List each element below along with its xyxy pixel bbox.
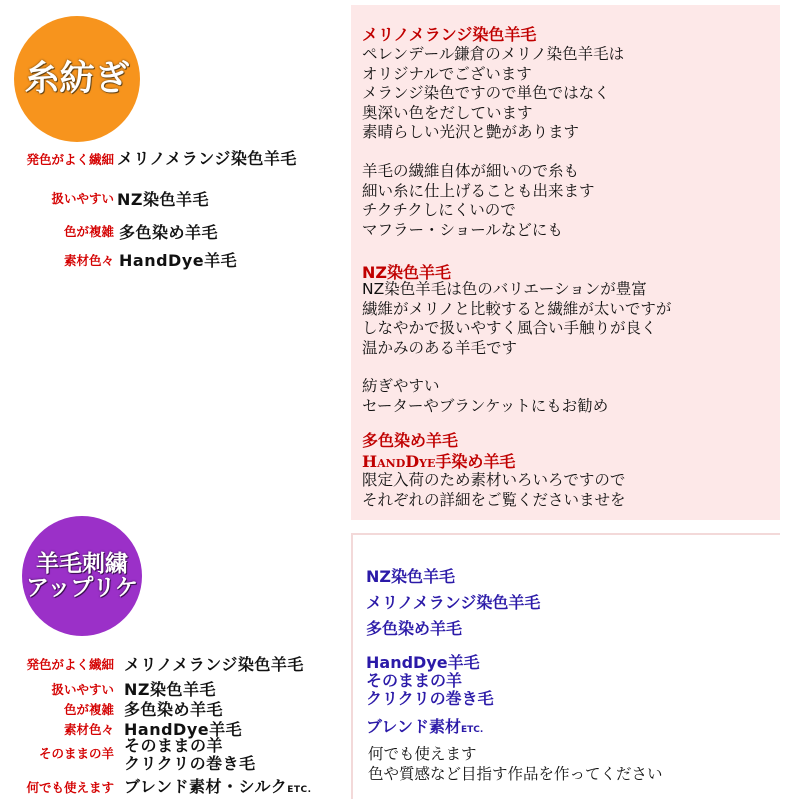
bottom-panel-text: 何でも使えます 色や質感など目指す作品を作ってください	[368, 745, 663, 783]
bottom-value-2: NZ染色羊毛	[124, 680, 216, 699]
bottom-label-5: そのままの羊	[38, 746, 114, 761]
panel-text-spin: 紡ぎやすい セーターやブランケットにもお勧め	[362, 377, 609, 415]
panel-text-fiber: 羊毛の繊維自体が細いので糸も 細い糸に仕上げることも出来ます チクチクしにくいので マフラー・ショールなどにも	[362, 162, 595, 239]
handdye-word: HandDye	[362, 452, 436, 471]
bottom-label-6: 何でも使えます	[26, 780, 114, 795]
top-value-2: NZ染色羊毛	[117, 190, 209, 209]
handdye-jp: 手染め羊毛	[435, 452, 516, 471]
panel-text-limited: 限定入荷のため素材いろいろですので それぞれの詳細をご覧くださいませを	[362, 471, 626, 509]
top-value-1: メリノメランジ染色羊毛	[117, 149, 297, 168]
panel-heading-handdye	[362, 449, 515, 472]
embroidery-badge-title	[26, 552, 138, 600]
embroidery-title-line1: 羊毛刺繍	[35, 550, 128, 577]
top-value-3: 多色染め羊毛	[119, 223, 219, 242]
bottom-item-blend	[366, 714, 483, 737]
bottom-item-nz: NZ染色羊毛	[366, 567, 455, 586]
top-value-4: HandDye羊毛	[119, 251, 238, 270]
panel-text-merino: ペレンデール鎌倉のメリノ染色羊毛は オリジナルでございます メランジ染色ですので単色ではなく 奥深い色をだしています 素晴らしい光沢と艶があります	[362, 45, 625, 142]
top-label-4: 素材色々	[63, 253, 114, 268]
bottom-item-handdye: HandDye羊毛	[366, 653, 480, 672]
bottom-value-6-main: ブレンド素材・シルク	[124, 777, 288, 796]
bottom-item-raw-line2: クリクリの巻き毛	[366, 689, 494, 708]
bottom-item-multicolor: 多色染め羊毛	[366, 619, 463, 638]
bottom-value-6	[124, 774, 312, 797]
bottom-value-5-line1: そのままの羊	[124, 736, 224, 755]
bottom-value-3: 多色染め羊毛	[124, 700, 224, 719]
embroidery-title-line2: アップリケ	[25, 575, 138, 601]
embroidery-badge	[22, 516, 142, 636]
bottom-value-4: HandDye羊毛	[124, 720, 243, 739]
bottom-item-merino: メリノメランジ染色羊毛	[366, 593, 541, 612]
panel-heading-multicolor: 多色染め羊毛	[362, 431, 459, 450]
bottom-label-4: 素材色々	[63, 722, 114, 737]
spinning-badge-title: 糸紡ぎ	[24, 58, 130, 99]
top-label-2: 扱いやすい	[51, 191, 114, 206]
bottom-item-raw	[366, 672, 494, 708]
spinning-badge	[14, 16, 140, 142]
panel-heading-merino: メリノメランジ染色羊毛	[362, 25, 537, 44]
bottom-value-5-line2: クリクリの巻き毛	[124, 754, 256, 773]
bottom-label-2: 扱いやすい	[51, 682, 114, 697]
top-label-3: 色が複雑	[63, 224, 114, 239]
bottom-value-1: メリノメランジ染色羊毛	[124, 655, 304, 674]
bottom-value-5	[124, 737, 256, 773]
top-label-1: 発色がよく繊細	[26, 152, 114, 167]
bottom-value-6-etc: ETC.	[287, 785, 312, 795]
bottom-label-1: 発色がよく繊細	[26, 657, 114, 672]
bottom-label-3: 色が複雑	[63, 702, 114, 717]
bottom-item-blend-main: ブレンド素材	[366, 717, 461, 736]
bottom-item-raw-line1: そのままの羊	[366, 671, 463, 690]
panel-text-nz: NZ染色羊毛は色のバリエーションが豊富 繊維がメリノと比較すると繊維が太いですが しなやかで扱いやすく風合い手触りが良く 温かみのある羊毛です	[362, 280, 672, 357]
panel-heading-nz: NZ染色羊毛	[362, 263, 451, 282]
bottom-item-blend-etc: ETC.	[460, 725, 484, 735]
